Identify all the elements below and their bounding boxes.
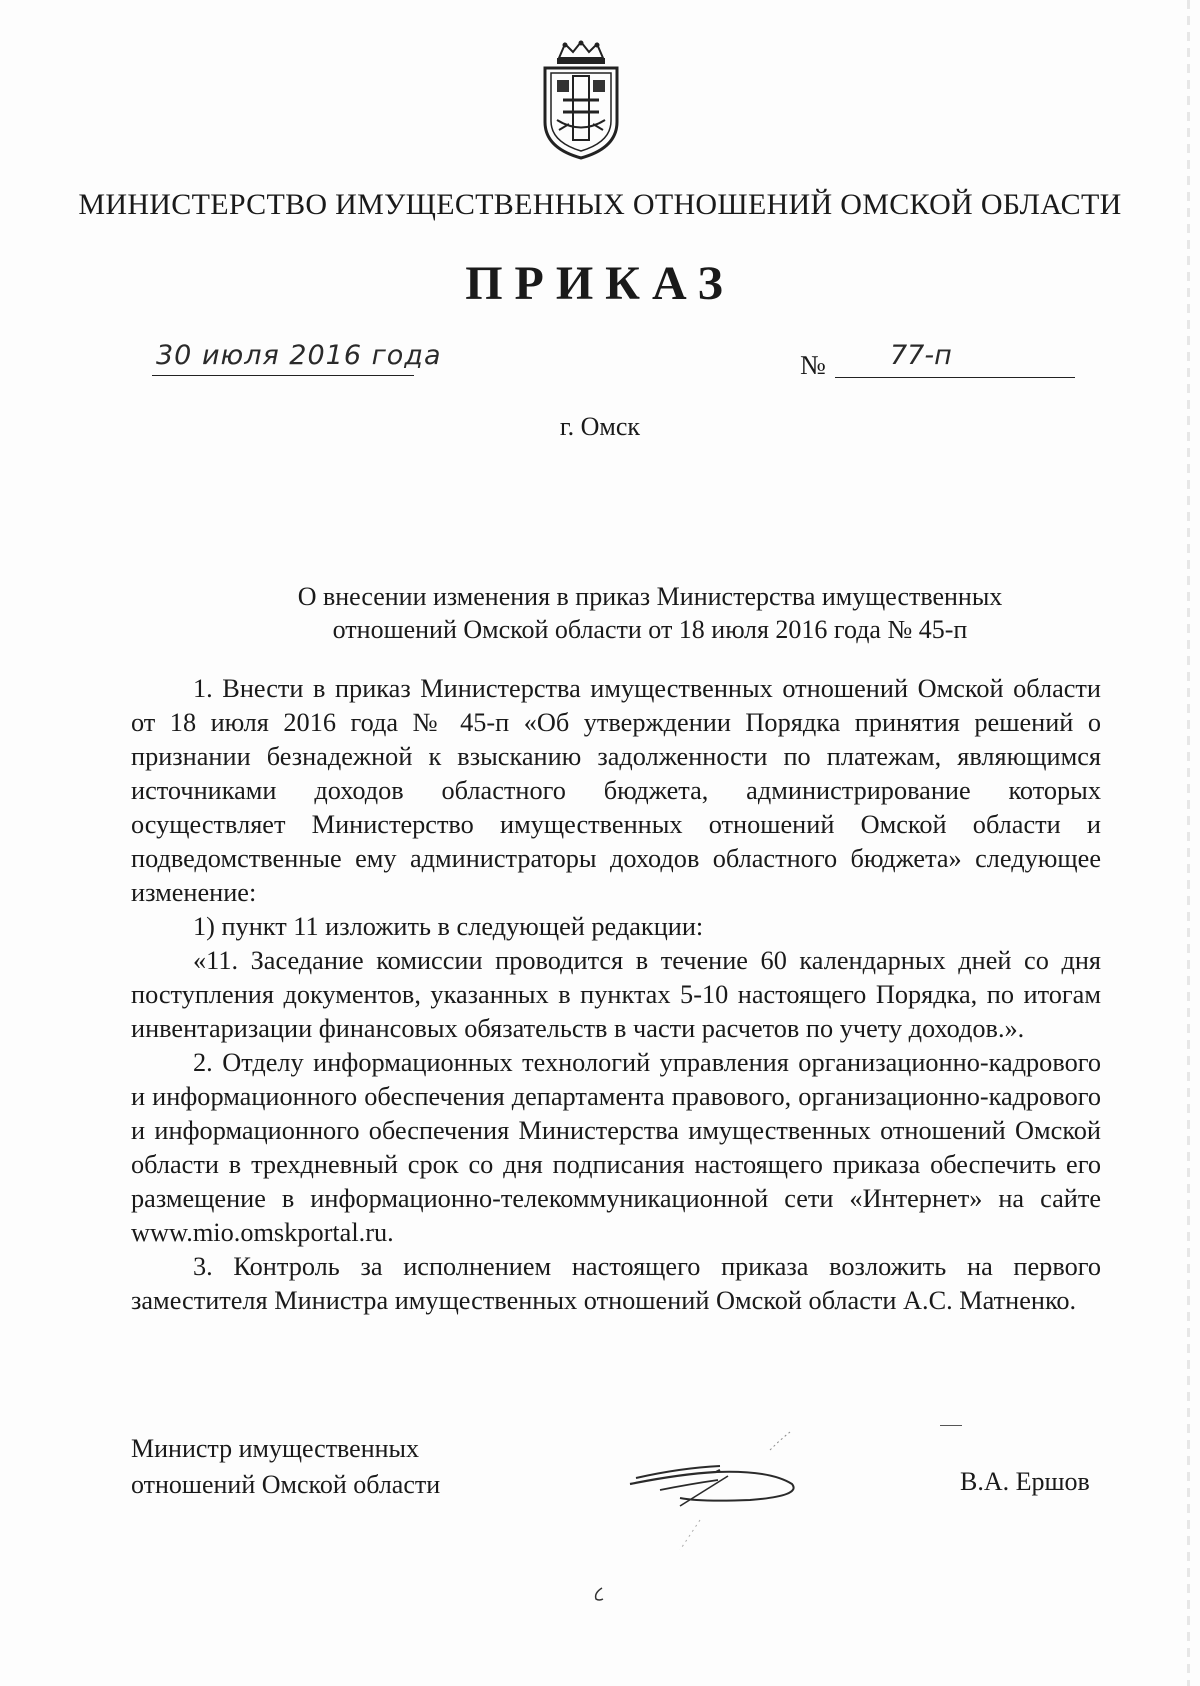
document-body — [131, 672, 1101, 1318]
paragraph-1: 1. Внести в приказ Министерства имущественных отношений Омской области от 18 июля 2016 года № 45-п «Об утверждении Порядка принятия решений о признании безнадежной к взысканию задолженности по платежам, являющимся источниками доходов областного бюджета, администрирование которых осуществляет Министерство имущественных отношений Омской области и подведомственные ему администраторы доходов областного бюджета» следующее изменение: — [131, 674, 1101, 907]
heading-line-1: О внесении изменения в приказ Министерства имущественных — [297, 582, 1003, 611]
paragraph-5: 3. Контроль за исполнением настоящего приказа возложить на первого заместителя Министра имущественных отношений Омской области А.С. Матненко. — [131, 1252, 1101, 1315]
paragraph-3: «11. Заседание комиссии проводится в течение 60 календарных дней со дня поступления документов, указанных в пунктах 5-10 настоящего Порядка, по итогам инвентаризации финансовых обязательств в части расчетов по учету доходов.». — [131, 946, 1101, 1043]
pen-mark-icon — [591, 1585, 607, 1603]
heading-line-2: отношений Омской области от 18 июля 2016 года № 45-п — [332, 615, 968, 644]
number-handwritten: 77-п — [890, 340, 952, 371]
number-underline — [835, 377, 1075, 378]
signer-title-line-2: отношений Омской области — [131, 1470, 441, 1499]
coat-of-arms-icon — [539, 40, 623, 162]
signer-name: В.А. Ершов — [960, 1467, 1090, 1496]
number-label: № — [800, 350, 826, 380]
signature-mark — [940, 1425, 962, 1426]
ministry-name: МИНИСТЕРСТВО ИМУЩЕСТВЕННЫХ ОТНОШЕНИЙ ОМСКОЙ ОБЛАСТИ — [78, 188, 1122, 221]
date-underline — [152, 375, 414, 376]
date-handwritten: 30 июля 2016 года — [156, 340, 442, 371]
paragraph-2: 1) пункт 11 изложить в следующей редакции: — [193, 912, 704, 941]
city: г. Омск — [559, 412, 641, 441]
handwritten-signature-icon — [620, 1410, 880, 1560]
document-heading — [250, 580, 1050, 646]
signer-title-line-1: Министр имущественных — [131, 1434, 420, 1463]
document-type: ПРИКАЗ — [465, 257, 735, 310]
signer-title — [131, 1431, 440, 1503]
paragraph-4: 2. Отделу информационных технологий управления организационно-кадрового и информационного обеспечения департамента правового, организационно-кадрового и информационного обеспечения Министерства имущественных отношений Омской области в трехдневный срок со дня подписания настоящего приказа обеспечить его размещение в информационно-телекоммуникационной сети «Интернет» на сайте www.mio.omskportal.ru. — [131, 1048, 1101, 1247]
scan-edge — [1187, 0, 1190, 1686]
